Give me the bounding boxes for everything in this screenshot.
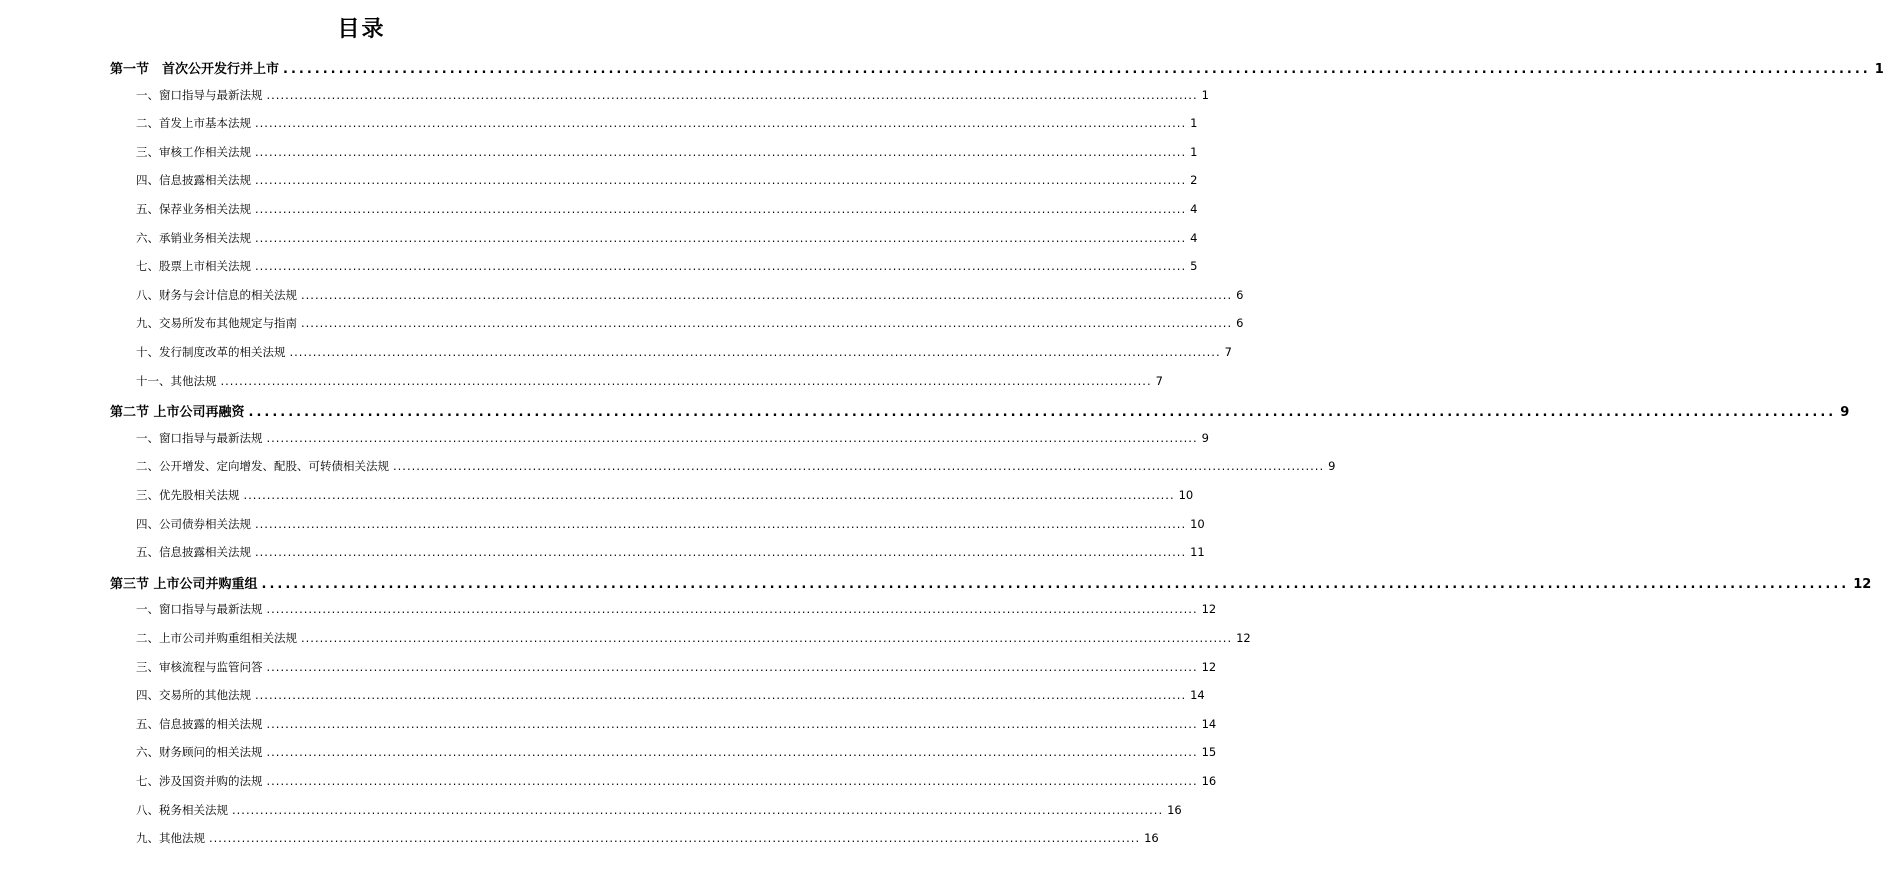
toc-entry[interactable] xyxy=(136,344,1232,360)
toc-entry-label: 三、审核流程与监管问答 xyxy=(136,659,263,674)
toc-entry[interactable] xyxy=(136,630,1251,646)
dot-leader: ........................................................................................................................................................................................................ xyxy=(266,87,1198,102)
dot-leader: ........................................................................................................................................................................................................ xyxy=(255,116,1187,131)
toc-entry-label: 九、交易所发布其他规定与指南 xyxy=(136,316,297,331)
toc-page-number: 6 xyxy=(1236,316,1244,331)
toc-page-number: 1 xyxy=(1190,144,1198,159)
dot-leader: ........................................................................................................................................................................................................ xyxy=(243,488,1175,502)
toc-page-number: 6 xyxy=(1236,287,1244,302)
toc-page-number: 7 xyxy=(1224,345,1232,359)
toc-entry-label: 二、上市公司并购重组相关法规 xyxy=(136,631,297,645)
toc-entry[interactable] xyxy=(136,830,1159,846)
dot-leader: ........................................................................................................................................................................................................ xyxy=(301,287,1233,302)
toc-entry[interactable] xyxy=(136,544,1205,560)
toc-page-number: 9 xyxy=(1201,430,1209,445)
toc-section-entry[interactable] xyxy=(110,573,1872,592)
toc-entry-label: 二、首发上市基本法规 xyxy=(136,116,251,131)
toc-entry-label: 二、公开增发、定向增发、配股、可转债相关法规 xyxy=(136,459,389,474)
toc-entry[interactable] xyxy=(136,802,1182,818)
dot-leader: ........................................................................................................................................................................................................ xyxy=(255,144,1187,159)
dot-leader: ........................................................................................................................................................................................................ xyxy=(289,345,1221,359)
toc-page-number: 12 xyxy=(1853,576,1872,592)
dot-leader: ........................................................................................................................................................................................................ xyxy=(266,716,1198,731)
toc-entry[interactable] xyxy=(136,687,1205,703)
toc-page-number: 1 xyxy=(1201,87,1209,102)
toc-entry[interactable] xyxy=(136,458,1336,474)
toc-entry-label: 九、其他法规 xyxy=(136,831,205,846)
toc-page-number: 10 xyxy=(1178,488,1194,502)
toc-page-number: 16 xyxy=(1144,831,1159,846)
dot-leader: ........................................................................................................................................................................................................ xyxy=(266,430,1198,445)
toc-page-number: 1 xyxy=(1874,62,1884,77)
toc-page-number: 14 xyxy=(1201,716,1217,731)
dot-leader: ........................................................................................................................................................................................................ xyxy=(220,373,1152,388)
dot-leader: ........................................................................................................................................................................................................ xyxy=(255,259,1187,274)
toc-entry[interactable] xyxy=(136,172,1198,188)
dot-leader: ........................................................................................................................................................................................................ xyxy=(248,405,1837,421)
toc-entry[interactable] xyxy=(136,773,1217,789)
toc-page-number: 4 xyxy=(1190,202,1198,216)
dot-leader: ........................................................................................................................................................................................................ xyxy=(283,62,1871,77)
toc-entry[interactable] xyxy=(136,487,1194,503)
toc-entry-label: 五、信息披露相关法规 xyxy=(136,545,251,560)
toc-entry-label: 六、财务顾问的相关法规 xyxy=(136,745,263,760)
toc-entry-label: 四、交易所的其他法规 xyxy=(136,688,251,703)
toc-entry[interactable] xyxy=(136,516,1205,532)
dot-leader: ........................................................................................................................................................................................................ xyxy=(232,802,1164,817)
toc-entry[interactable] xyxy=(136,115,1198,131)
toc-entry-label: 十、发行制度改革的相关法规 xyxy=(136,345,286,359)
toc-entry[interactable] xyxy=(136,315,1244,331)
toc-page-number: 1 xyxy=(1190,116,1198,131)
toc-entry-label: 一、窗口指导与最新法规 xyxy=(136,602,263,617)
toc-page-number: 9 xyxy=(1328,459,1336,474)
dot-leader: ........................................................................................................................................................................................................ xyxy=(255,516,1187,531)
toc-page-number: 12 xyxy=(1236,631,1251,645)
toc-entry-label: 四、信息披露相关法规 xyxy=(136,173,251,188)
toc-entry[interactable] xyxy=(136,744,1217,760)
toc-page-number: 11 xyxy=(1190,545,1205,560)
toc-page-number: 16 xyxy=(1167,802,1182,817)
toc-entry[interactable] xyxy=(136,716,1217,732)
dot-leader: ........................................................................................................................................................................................................ xyxy=(209,831,1141,846)
toc-section-entry[interactable] xyxy=(110,401,1850,421)
dot-leader: ........................................................................................................................................................................................................ xyxy=(261,576,1850,592)
toc-entry-label: 五、保荐业务相关法规 xyxy=(136,202,251,216)
toc-page-number: 4 xyxy=(1190,230,1198,245)
dot-leader: ........................................................................................................................................................................................................ xyxy=(301,316,1233,331)
toc-page-number: 10 xyxy=(1190,516,1205,531)
toc-entry-label: 十一、其他法规 xyxy=(136,373,217,388)
toc-entry[interactable] xyxy=(136,201,1198,217)
toc-entry[interactable] xyxy=(136,87,1209,103)
dot-leader: ........................................................................................................................................................................................................ xyxy=(266,659,1198,674)
toc-entry[interactable] xyxy=(136,430,1209,446)
dot-leader: ........................................................................................................................................................................................................ xyxy=(255,230,1187,245)
toc-section-entry[interactable] xyxy=(110,58,1884,77)
dot-leader: ........................................................................................................................................................................................................ xyxy=(301,631,1233,645)
dot-leader: ........................................................................................................................................................................................................ xyxy=(266,602,1198,617)
dot-leader: ........................................................................................................................................................................................................ xyxy=(255,688,1187,703)
toc-page-number: 2 xyxy=(1190,173,1198,188)
toc-page-number: 15 xyxy=(1201,745,1217,760)
dot-leader: ........................................................................................................................................................................................................ xyxy=(255,202,1187,216)
toc-page-number: 9 xyxy=(1840,405,1850,421)
toc-entry[interactable] xyxy=(136,287,1244,303)
dot-leader: ........................................................................................................................................................................................................ xyxy=(393,459,1325,474)
toc-entry-label: 一、窗口指导与最新法规 xyxy=(136,87,263,102)
dot-leader: ........................................................................................................................................................................................................ xyxy=(266,745,1198,760)
dot-leader: ........................................................................................................................................................................................................ xyxy=(255,545,1187,560)
toc-entry[interactable] xyxy=(136,144,1198,160)
toc-entry-label: 七、涉及国资并购的法规 xyxy=(136,774,263,788)
toc-entry[interactable] xyxy=(136,230,1198,246)
dot-leader: ........................................................................................................................................................................................................ xyxy=(255,173,1187,188)
toc-entry-label: 八、财务与会计信息的相关法规 xyxy=(136,287,297,302)
toc-entry[interactable] xyxy=(136,258,1198,274)
toc-entry-label: 五、信息披露的相关法规 xyxy=(136,716,263,731)
page-title: 目录 xyxy=(337,17,386,42)
toc-page-number: 5 xyxy=(1190,259,1198,274)
toc-entry-label: 三、优先股相关法规 xyxy=(136,488,240,502)
toc-entry[interactable] xyxy=(136,373,1163,389)
toc-entry-label: 第二节 上市公司再融资 xyxy=(110,405,245,421)
dot-leader: ........................................................................................................................................................................................................ xyxy=(266,774,1198,788)
toc-page-number: 16 xyxy=(1201,774,1217,788)
toc-entry-label: 四、公司债券相关法规 xyxy=(136,516,251,531)
toc-page-number: 12 xyxy=(1201,602,1217,617)
toc-entry-label: 一、窗口指导与最新法规 xyxy=(136,430,263,445)
toc-entry[interactable] xyxy=(136,601,1217,617)
toc-page-number: 7 xyxy=(1155,373,1163,388)
toc-entry-label: 六、承销业务相关法规 xyxy=(136,230,251,245)
toc-entry[interactable] xyxy=(136,659,1217,675)
toc-page-number: 12 xyxy=(1201,659,1217,674)
toc-entry-label: 第一节 首次公开发行并上市 xyxy=(110,62,280,77)
toc-entry-label: 第三节 上市公司并购重组 xyxy=(110,576,258,592)
toc-entry-label: 七、股票上市相关法规 xyxy=(136,259,251,274)
toc-page-number: 14 xyxy=(1190,688,1205,703)
toc-entry-label: 八、税务相关法规 xyxy=(136,802,228,817)
toc-entry-label: 三、审核工作相关法规 xyxy=(136,144,251,159)
